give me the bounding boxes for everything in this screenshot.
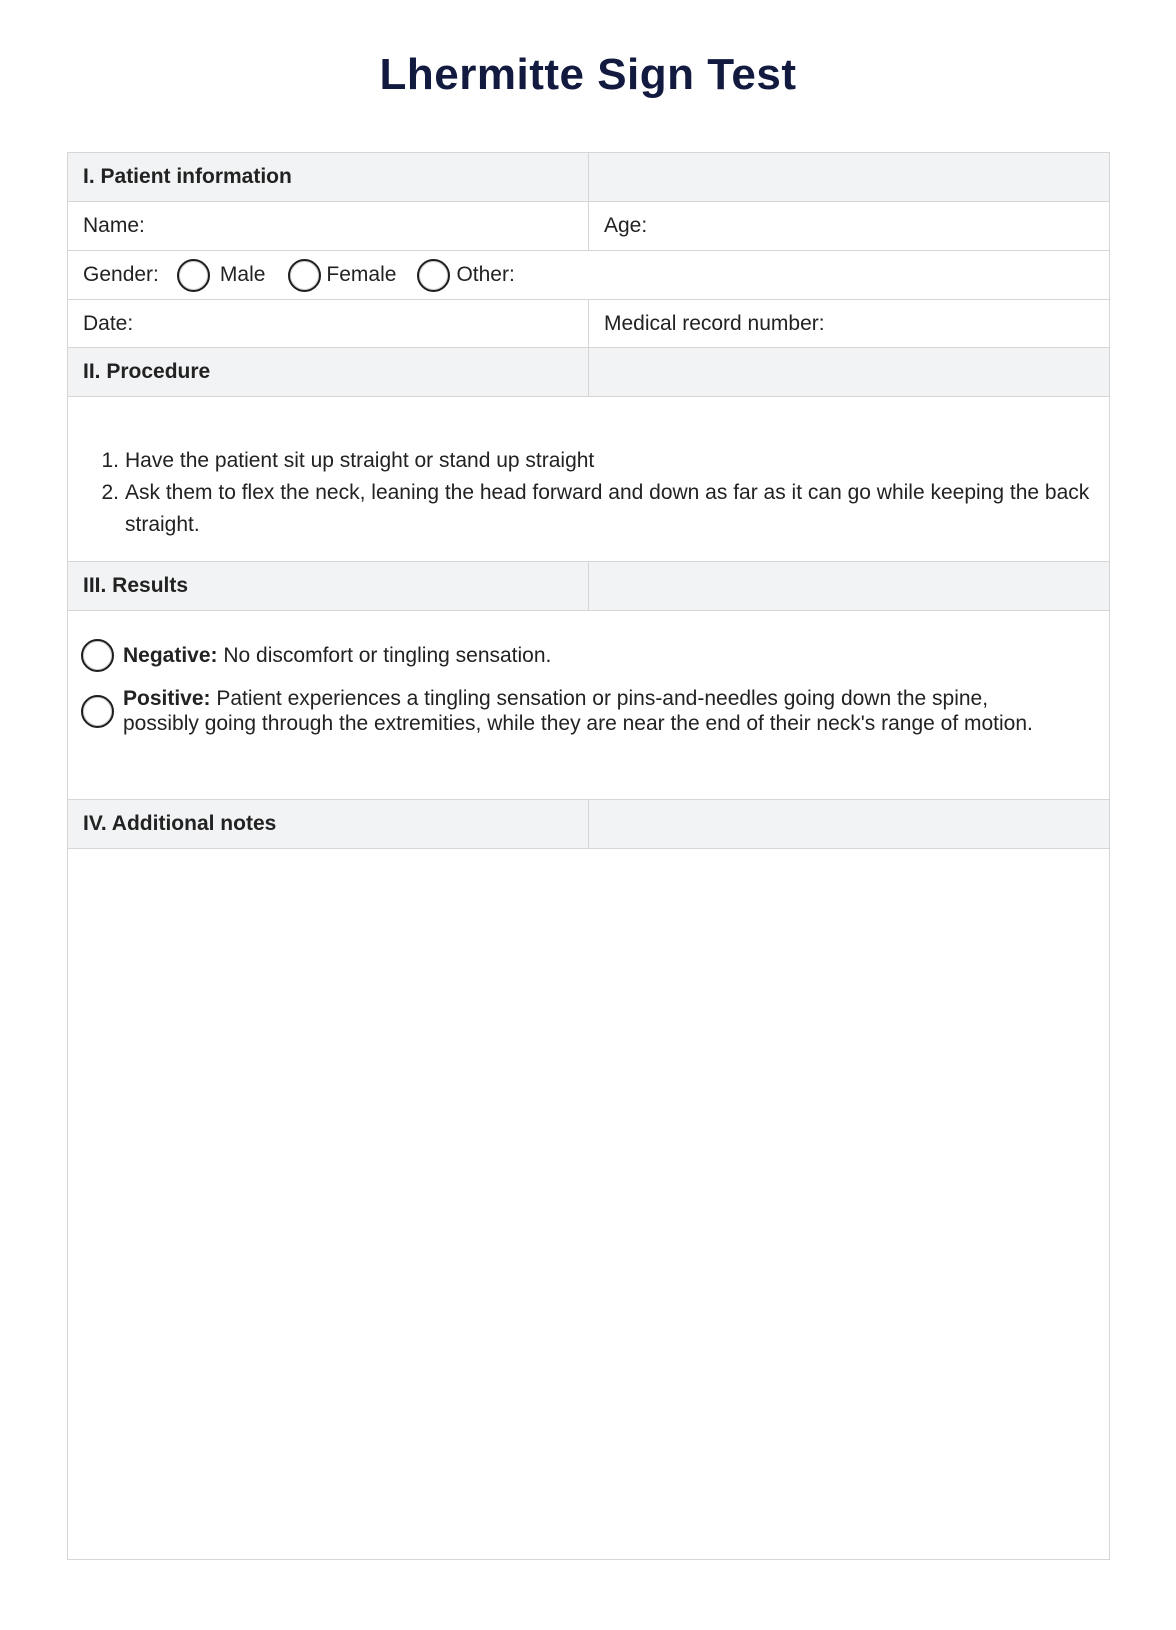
gender-option-other[interactable] (417, 259, 514, 292)
medical-record-number-field[interactable] (589, 300, 1109, 347)
name-label: Name: (83, 214, 145, 237)
section-header-procedure (68, 348, 1109, 397)
radio-negative[interactable] (81, 639, 114, 672)
result-description: No discomfort or tingling sensation. (223, 644, 552, 667)
gender-field (68, 251, 1109, 299)
procedure-step (94, 445, 1094, 477)
mrn-label: Medical record number: (604, 311, 825, 335)
step-text: Ask them to flex the neck, leaning the head forward and down as far as it can go while keeping the back straight. (125, 481, 1090, 536)
section-header-patient-info (68, 153, 1109, 202)
gender-option-label: Male (219, 263, 266, 286)
radio-female[interactable] (288, 259, 321, 292)
section-header-results (68, 562, 1109, 611)
gender-radio-group (159, 259, 515, 292)
row-date-mrn (68, 300, 1109, 348)
results-body (68, 611, 1109, 800)
age-field[interactable] (589, 202, 1109, 250)
section-title-text: IV. Additional notes (83, 812, 277, 835)
section-title-text: I. Patient information (83, 165, 292, 188)
result-text (123, 643, 551, 668)
result-label: Negative: (123, 644, 218, 667)
gender-option-label: Female (326, 263, 397, 286)
gender-option-female[interactable] (288, 259, 396, 292)
step-text: Have the patient sit up straight or stand up straight (125, 449, 595, 472)
radio-other[interactable] (417, 259, 450, 292)
section-header-notes (68, 800, 1109, 849)
procedure-steps-list (94, 445, 1094, 541)
header-empty-cell (589, 153, 1109, 201)
section-title-patient-info (68, 153, 589, 201)
result-option-negative[interactable] (81, 639, 1081, 672)
date-field[interactable] (68, 300, 589, 347)
result-label: Positive: (123, 687, 211, 710)
age-label: Age: (604, 214, 648, 237)
step-number: 1. (101, 449, 119, 472)
header-empty-cell (589, 800, 1109, 848)
section-title-notes (68, 800, 589, 848)
gender-option-label: Other: (456, 263, 515, 286)
result-option-positive[interactable] (81, 686, 1081, 736)
radio-positive[interactable] (81, 695, 114, 728)
gender-option-male[interactable] (177, 259, 266, 292)
radio-male[interactable] (177, 259, 210, 292)
section-title-text: II. Procedure (83, 360, 211, 383)
header-empty-cell (589, 562, 1109, 610)
section-title-text: III. Results (83, 574, 189, 597)
step-number: 2. (101, 481, 119, 504)
section-title-procedure (68, 348, 589, 396)
date-label: Date: (83, 311, 134, 335)
procedure-body (68, 397, 1109, 562)
name-field[interactable] (68, 202, 589, 250)
page-title: Lhermitte Sign Test (379, 50, 797, 99)
form-table (67, 152, 1110, 1560)
section-title-results (68, 562, 589, 610)
row-name-age (68, 202, 1109, 251)
result-text (123, 686, 1063, 736)
row-gender (68, 251, 1109, 300)
procedure-step (94, 477, 1094, 541)
result-description: Patient experiences a tingling sensation or pins-and-needles going down the spine, possibly going through the extremities, while they are near the end of their neck's range of motion. (123, 687, 1033, 735)
gender-label: Gender: (83, 263, 159, 286)
header-empty-cell (589, 348, 1109, 396)
additional-notes-area[interactable] (68, 849, 1109, 1559)
